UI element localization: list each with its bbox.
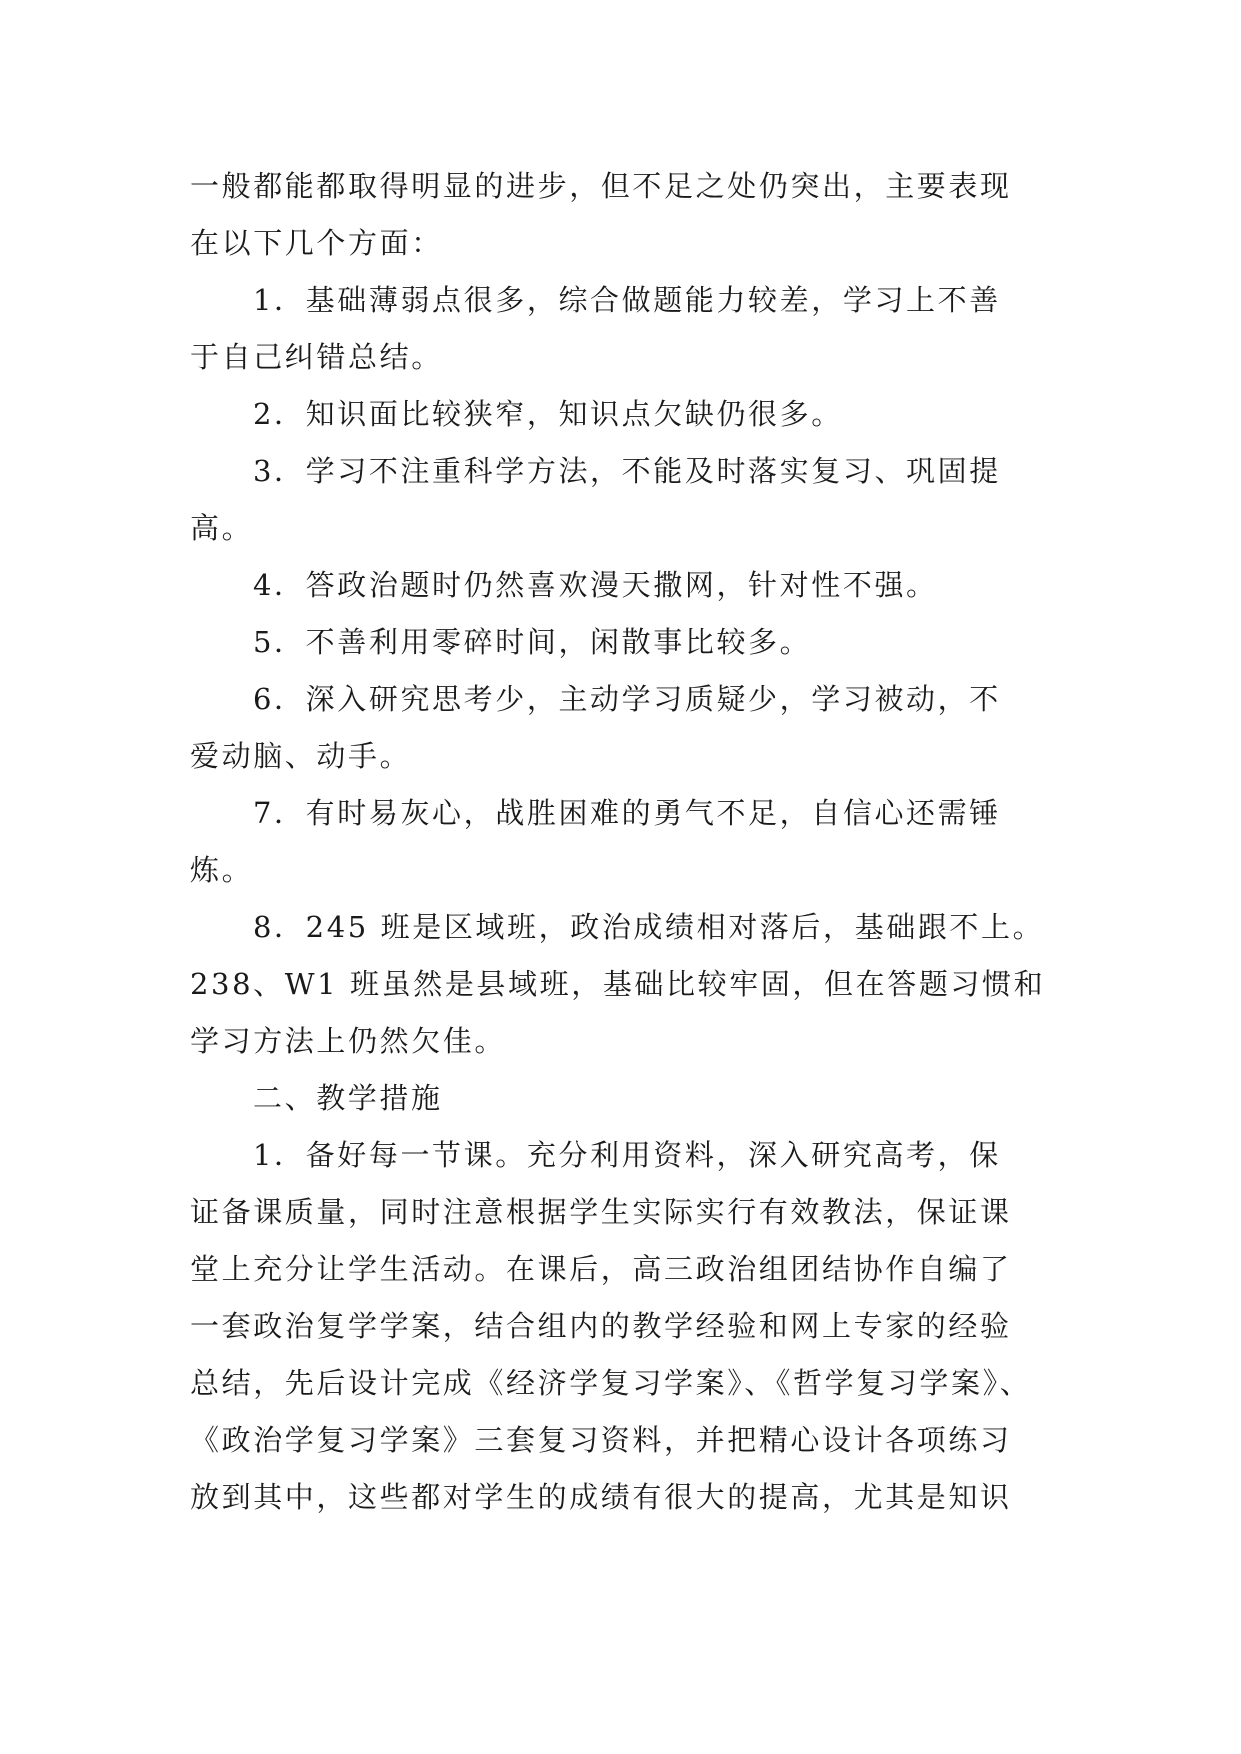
text-line-8: 4．答政治题时仍然喜欢漫天撒网，针对性不强。	[253, 568, 938, 602]
text-line-4: 于自己纠错总结。	[190, 340, 443, 374]
text-line-14: 8．245 班是区域班，政治成绩相对落后，基础跟不上。	[253, 910, 1045, 944]
text-line-1: 一般都能都取得明显的进步，但不足之处仍突出，主要表现	[190, 169, 1012, 203]
text-line-19: 证备课质量，同时注意根据学生实际实行有效教法，保证课	[190, 1195, 1012, 1229]
text-line-24: 放到其中，这些都对学生的成绩有很大的提高，尤其是知识	[190, 1480, 1012, 1514]
text-line-18: 1．备好每一节课。充分利用资料，深入研究高考，保	[253, 1138, 1001, 1172]
text-line-12: 7．有时易灰心，战胜困难的勇气不足，自信心还需锤	[253, 796, 1001, 830]
text-line-7: 高。	[190, 511, 254, 545]
text-line-23: 《政治学复习学案》三套复习资料，并把精心设计各项练习	[190, 1423, 1012, 1457]
text-line-5: 2．知识面比较狭窄，知识点欠缺仍很多。	[253, 397, 843, 431]
text-line-22: 总结，先后设计完成《经济学复习学案》、《哲学复习学案》、	[190, 1366, 1032, 1400]
section-heading: 二、教学措施	[253, 1081, 443, 1115]
text-line-13: 炼。	[190, 853, 254, 887]
text-line-15: 238、W1 班虽然是县域班，基础比较牢固，但在答题习惯和	[190, 967, 1046, 1001]
text-line-20: 堂上充分让学生活动。在课后，高三政治组团结协作自编了	[190, 1252, 1012, 1286]
text-line-21: 一套政治复学学案，结合组内的教学经验和网上专家的经验	[190, 1309, 1012, 1343]
text-line-16: 学习方法上仍然欠佳。	[190, 1024, 507, 1058]
text-line-6: 3．学习不注重科学方法，不能及时落实复习、巩固提	[253, 454, 1001, 488]
text-line-3: 1．基础薄弱点很多，综合做题能力较差，学习上不善	[253, 283, 1001, 317]
text-line-9: 5．不善利用零碎时间，闲散事比较多。	[253, 625, 812, 659]
text-line-11: 爱动脑、动手。	[190, 739, 412, 773]
text-line-2: 在以下几个方面：	[190, 226, 443, 260]
text-line-10: 6．深入研究思考少，主动学习质疑少，学习被动，不	[253, 682, 1001, 716]
